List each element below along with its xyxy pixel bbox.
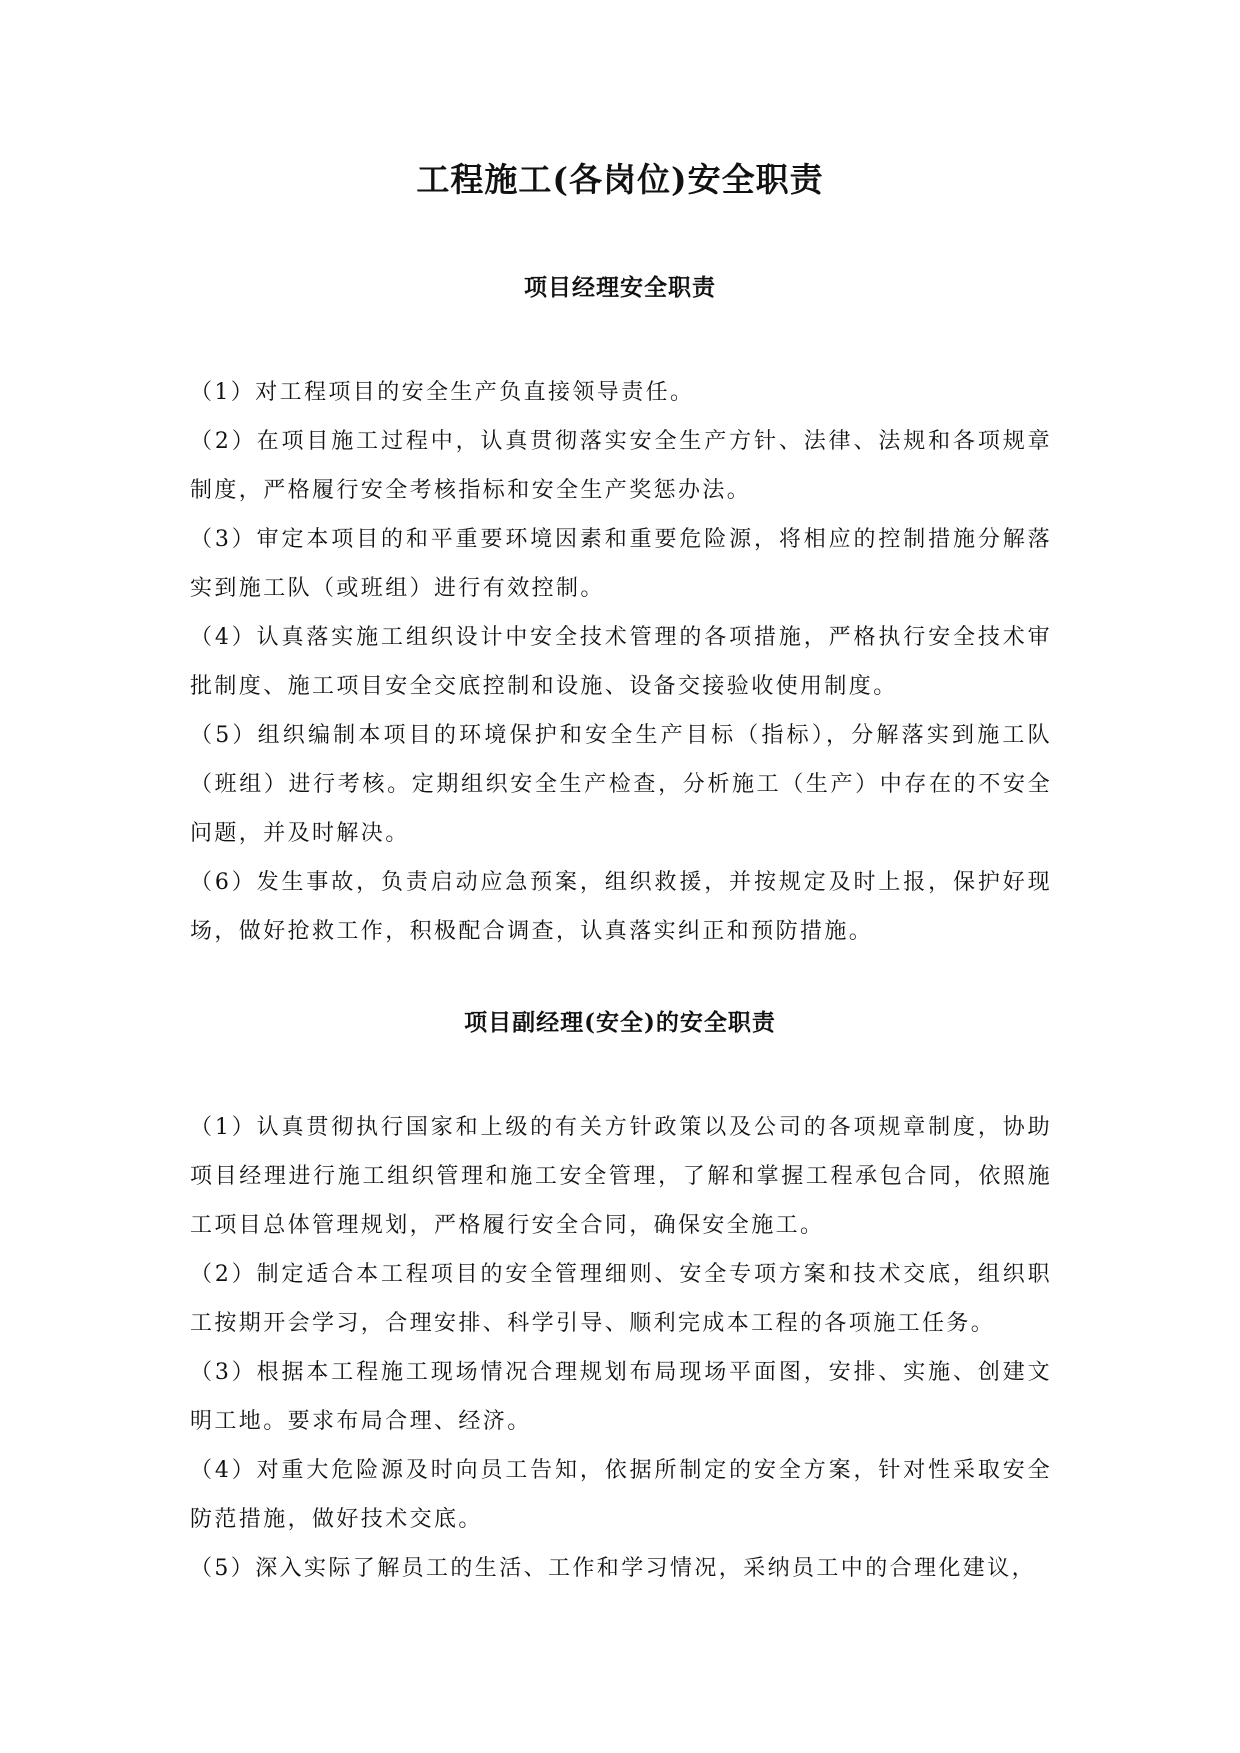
paragraph: （5）深入实际了解员工的生活、工作和学习情况，采纳员工中的合理化建议， (190, 1556, 1036, 1581)
section-body-project-manager (190, 368, 1052, 956)
paragraph: （6）发生事故，负责启动应急预案，组织救援，并按规定及时上报，保护好现场，做好抢救工作，积极配合调查，认真落实纠正和预防措施。 (190, 870, 1052, 944)
paragraph: （2）制定适合本工程项目的安全管理细则、安全专项方案和技术交底，组织职工按期开会学习，合理安排、科学引导、顺利完成本工程的各项施工任务。 (190, 1262, 1052, 1336)
paragraph: （3）审定本项目的和平重要环境因素和重要危险源，将相应的控制措施分解落实到施工队（或班组）进行有效控制。 (190, 527, 1052, 601)
section-title-project-manager: 项目经理安全职责 (524, 274, 716, 301)
paragraph: （1）认真贯彻执行国家和上级的有关方针政策以及公司的各项规章制度，协助项目经理进行施工组织管理和施工安全管理，了解和掌握工程承包合同，依照施工项目总体管理规划，严格履行安全合同，确保安全施工。 (190, 1115, 1052, 1238)
paragraph: （2）在项目施工过程中，认真贯彻落实安全生产方针、法律、法规和各项规章制度，严格履行安全考核指标和安全生产奖惩办法。 (190, 429, 1052, 503)
paragraph: （5）组织编制本项目的环境保护和安全生产目标（指标），分解落实到施工队（班组）进行考核。定期组织安全生产检查，分析施工（生产）中存在的不安全问题，并及时解决。 (190, 723, 1052, 846)
paragraph: （3）根据本工程施工现场情况合理规划布局现场平面图，安排、实施、创建文明工地。要求布局合理、经济。 (190, 1360, 1052, 1434)
section-body-deputy-manager-safety (190, 1103, 1052, 1593)
document-title: 工程施工(各岗位)安全职责 (416, 160, 824, 199)
paragraph: （1）对工程项目的安全生产负直接领导责任。 (190, 380, 695, 405)
paragraph: （4）认真落实施工组织设计中安全技术管理的各项措施，严格执行安全技术审批制度、施工项目安全交底控制和设施、设备交接验收使用制度。 (190, 625, 1052, 699)
section-title-deputy-manager-safety: 项目副经理(安全)的安全职责 (464, 1009, 776, 1036)
paragraph: （4）对重大危险源及时向员工告知，依据所制定的安全方案，针对性采取安全防范措施，做好技术交底。 (190, 1458, 1052, 1532)
